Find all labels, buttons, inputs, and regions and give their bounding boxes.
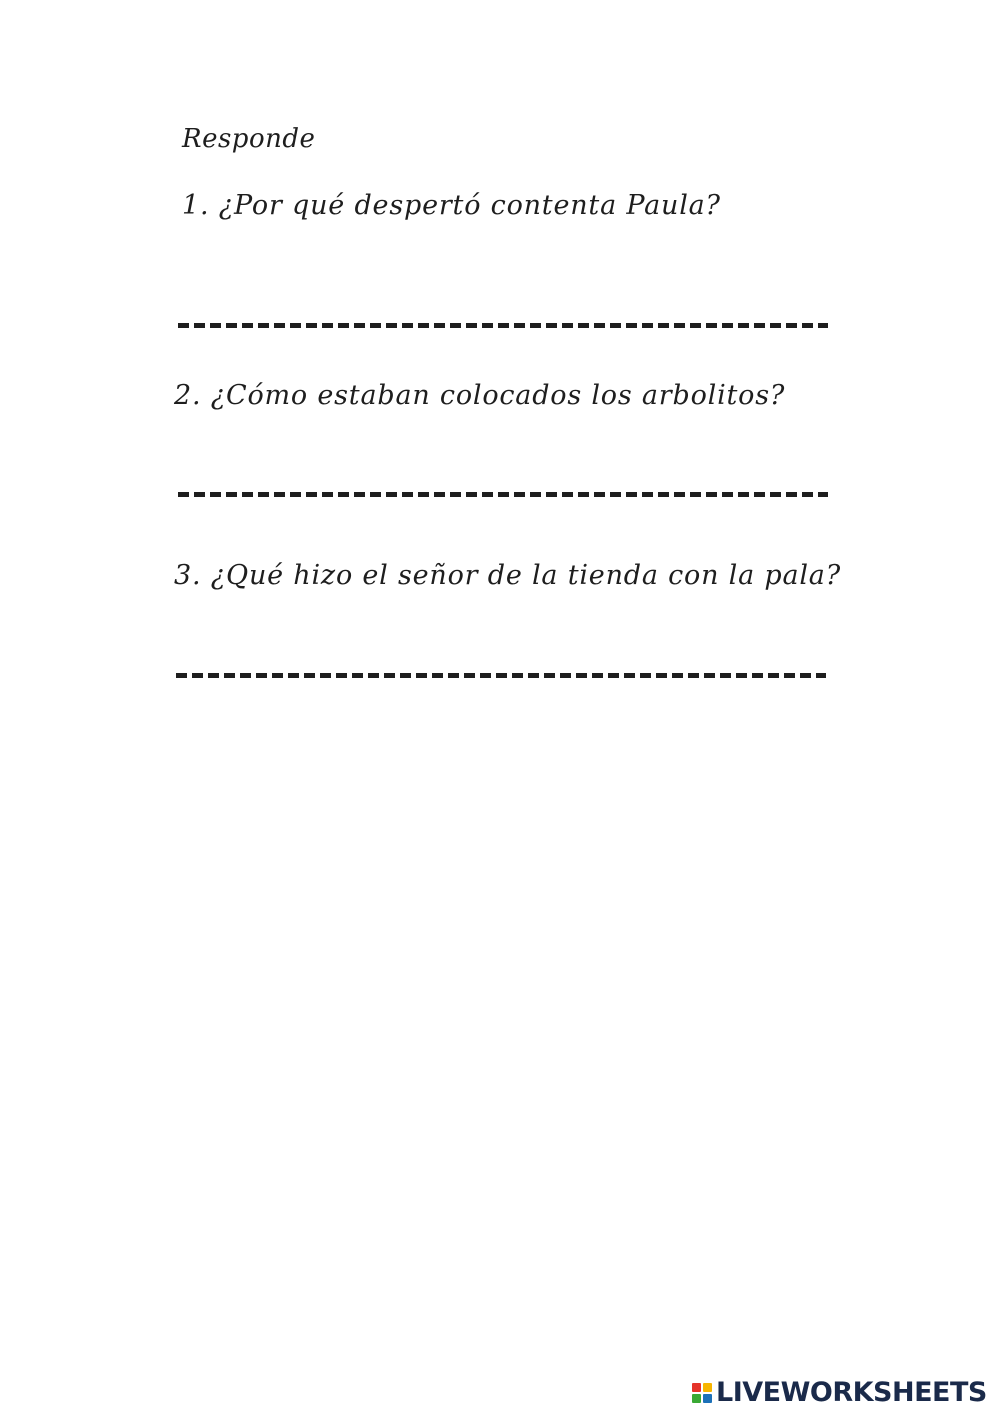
answer-line-2[interactable] — [178, 492, 828, 497]
logo-square-blue — [703, 1394, 712, 1403]
question-3: 3. ¿Qué hizo el señor de la tienda con la pala? — [174, 560, 841, 591]
liveworksheets-brand — [692, 1377, 987, 1408]
question-2: 2. ¿Cómo estaban colocados los arbolitos? — [174, 380, 786, 411]
answer-line-1[interactable] — [178, 323, 828, 328]
liveworksheets-logo-icon — [692, 1383, 712, 1403]
answer-line-3[interactable] — [176, 673, 826, 678]
worksheet-heading: Responde — [182, 124, 316, 154]
logo-square-yellow — [703, 1383, 712, 1392]
question-1: 1. ¿Por qué despertó contenta Paula? — [182, 190, 721, 221]
logo-square-green — [692, 1394, 701, 1403]
logo-square-red — [692, 1383, 701, 1392]
liveworksheets-logo-text: LIVEWORKSHEETS — [716, 1377, 987, 1408]
